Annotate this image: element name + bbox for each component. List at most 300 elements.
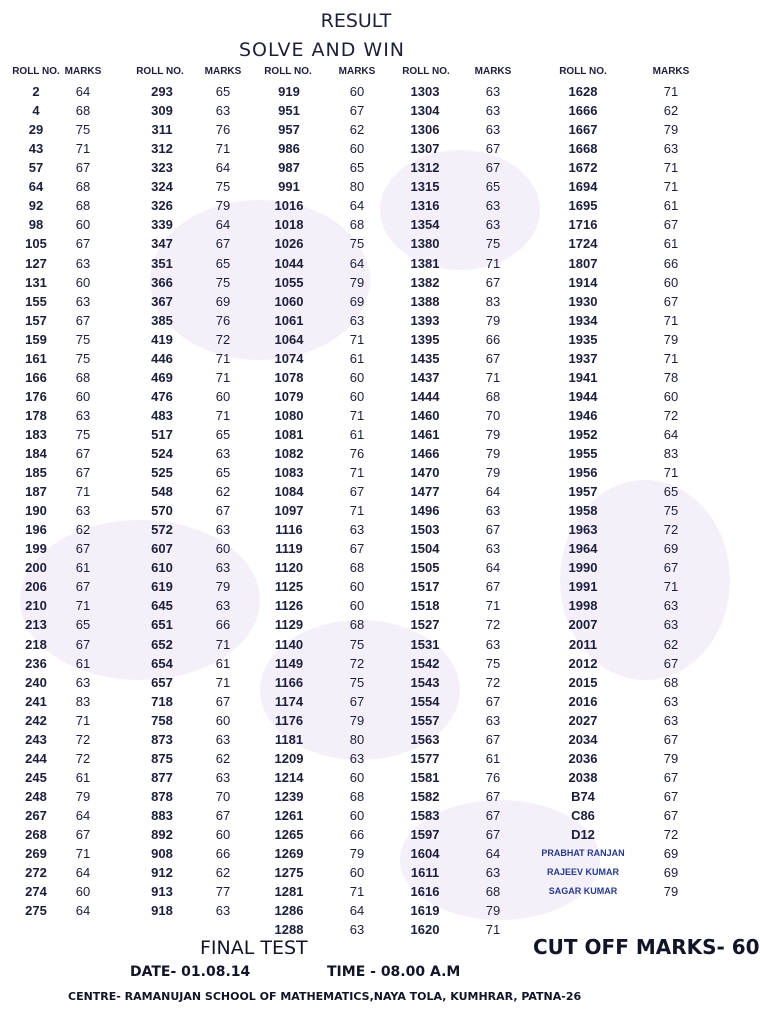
roll-number: 1964 [568,541,598,557]
marks-value: 67 [663,217,679,233]
marks-value: 68 [349,788,365,804]
roll-number: 1990 [568,560,598,576]
marks-value: 63 [663,617,679,633]
roll-number: 873 [151,731,173,747]
roll-number: 654 [151,655,173,671]
marks-value: 65 [663,484,679,500]
roll-number: 1382 [410,274,440,290]
marks-value: 60 [349,769,365,785]
marks-value: 79 [663,750,679,766]
roll-number: 64 [28,179,44,195]
roll-number: 877 [151,769,173,785]
header-roll-no: ROLL NO. [559,66,607,77]
marks-value: 70 [215,788,231,804]
marks-value: 68 [485,388,501,404]
roll-number: 657 [151,674,173,690]
roll-number: 1930 [568,293,598,309]
roll-number: 1957 [568,484,598,500]
roll-number: 1388 [410,293,440,309]
marks-value: 63 [75,407,91,423]
marks-value: 64 [349,198,365,214]
marks-value: 60 [349,579,365,595]
marks-value: 72 [215,331,231,347]
marks-value: 67 [215,236,231,252]
roll-number: 1466 [410,445,440,461]
roll-number: 1304 [410,103,440,119]
marks-value: 60 [349,598,365,614]
roll-number: 1435 [410,350,440,366]
marks-value: 71 [215,407,231,423]
roll-number: 2 [32,84,40,99]
roll-number: 187 [25,484,47,500]
marks-value: 66 [663,255,679,271]
roll-number: 1166 [274,674,304,690]
marks-value: 69 [349,293,365,309]
marks-value: 83 [485,293,501,309]
roll-number: 548 [151,484,173,500]
marks-value: 63 [663,693,679,709]
roll-number: 1557 [410,712,440,728]
marks-value: 67 [485,141,501,157]
marks-value: 63 [485,503,501,519]
roll-number: 1504 [410,541,440,557]
marks-value: 68 [349,217,365,233]
roll-number: 206 [25,579,47,595]
marks-value: 60 [349,388,365,404]
roll-number: 98 [28,217,44,233]
marks-value: 68 [75,369,91,385]
roll-number: 185 [25,465,47,480]
roll-number: 311 [151,122,173,138]
roll-number: 1181 [274,731,304,747]
marks-value: 61 [75,769,91,785]
roll-number: 1611 [410,865,440,881]
roll-number: 1952 [568,426,598,442]
roll-number: 1991 [568,579,598,595]
roll-number: 1518 [410,598,440,614]
roll-number: 1044 [274,255,304,271]
marks-value: 64 [75,865,91,881]
roll-number: 524 [151,445,173,461]
roll-number: 176 [25,388,47,404]
marks-value: 79 [663,122,679,138]
marks-value: 63 [75,255,91,271]
roll-number: 651 [151,617,173,633]
marks-value: 63 [349,312,365,328]
roll-number: 987 [278,160,300,176]
roll-number: 272 [25,865,47,881]
marks-value: 68 [663,674,679,690]
roll-number: 2015 [568,674,598,690]
marks-value: 68 [75,198,91,214]
roll-number: 951 [278,103,300,119]
roll-number: 1312 [410,160,440,176]
roll-number: 183 [25,426,47,442]
marks-value: 66 [215,846,231,861]
page-title: RESULT [320,10,392,32]
marks-value: 78 [663,369,679,385]
roll-number: 1668 [568,141,598,157]
marks-value: 79 [215,579,231,595]
marks-value: 63 [215,769,231,785]
marks-value: 67 [485,827,501,842]
marks-value: 67 [75,579,91,595]
marks-value: 71 [485,922,501,938]
roll-number: 1583 [410,807,440,823]
marks-value: 72 [75,731,91,747]
roll-number: 1597 [410,827,440,842]
marks-value: 62 [349,122,365,138]
marks-value: 79 [663,884,679,900]
roll-number: 1955 [568,445,598,461]
marks-value: 71 [663,350,679,366]
roll-number: 1563 [410,731,440,747]
roll-number: 1303 [410,84,440,99]
roll-number: 1944 [568,388,598,404]
marks-value: 71 [75,484,91,500]
marks-value: 64 [75,84,91,99]
marks-value: 60 [215,541,231,557]
roll-number: 875 [151,750,173,766]
roll-number: 1174 [274,693,304,709]
marks-value: 72 [485,617,501,633]
marks-value: 65 [215,84,231,99]
roll-number: 1119 [275,541,303,557]
marks-value: 67 [75,236,91,252]
marks-value: 67 [75,541,91,557]
roll-number: 1517 [410,579,440,595]
roll-number: 1060 [274,293,304,309]
roll-number: 2007 [568,617,598,633]
roll-number: 469 [151,369,173,385]
roll-number: 1672 [568,160,598,176]
roll-number: 1666 [568,103,598,119]
marks-value: 65 [75,617,91,633]
marks-value: 75 [663,503,679,519]
roll-number: 1437 [410,369,440,385]
roll-number: 2036 [568,750,598,766]
roll-number: 1628 [568,84,598,99]
marks-value: 67 [485,160,501,176]
roll-number: 268 [25,827,47,842]
roll-number: 476 [151,388,173,404]
roll-number: 57 [28,160,44,176]
marks-value: 67 [663,788,679,804]
marks-value: 67 [485,579,501,595]
marks-value: 62 [215,750,231,766]
roll-number: 1461 [410,426,440,442]
roll-number: D12 [571,827,595,842]
marks-value: 63 [215,445,231,461]
roll-number: 2012 [568,655,598,671]
marks-value: 75 [75,426,91,442]
roll-number: 758 [151,712,173,728]
roll-number: 913 [151,884,173,900]
marks-value: 70 [485,407,501,423]
roll-number: 1998 [568,598,598,614]
marks-value: 60 [349,807,365,823]
marks-value: 71 [663,579,679,595]
header-roll-no: ROLL NO. [264,66,312,77]
marks-value: 67 [75,312,91,328]
marks-value: 67 [485,807,501,823]
roll-number: 245 [25,769,47,785]
marks-value: 71 [349,331,365,347]
marks-value: 72 [75,750,91,766]
roll-number: 1064 [274,331,304,347]
marks-value: 65 [215,426,231,442]
marks-value: 68 [75,103,91,119]
marks-value: 63 [75,674,91,690]
marks-value: 71 [215,141,231,157]
roll-number: RAJEEV KUMAR [546,867,619,878]
roll-number: 178 [25,407,47,423]
marks-value: 62 [663,103,679,119]
roll-number: 572 [151,522,173,538]
marks-value: 61 [215,655,231,671]
roll-number: 1074 [274,350,304,366]
roll-number: 1018 [274,217,304,233]
marks-value: 69 [215,293,231,309]
marks-value: 79 [75,788,91,804]
marks-value: 75 [215,274,231,290]
marks-value: 65 [485,179,501,195]
roll-number: 1554 [410,693,440,709]
marks-value: 71 [349,884,365,900]
marks-value: 60 [75,274,91,290]
marks-value: 67 [215,693,231,709]
marks-value: 60 [215,712,231,728]
roll-number: 1963 [568,522,598,538]
marks-value: 67 [485,522,501,538]
marks-value: 68 [349,560,365,576]
roll-number: 1354 [410,217,440,233]
roll-number: 1505 [410,560,440,576]
marks-value: 79 [485,903,501,919]
marks-value: 61 [485,750,501,766]
marks-value: 67 [485,731,501,747]
header-marks: MARKS [64,66,102,77]
roll-number: 200 [25,560,47,576]
cut-off-marks: CUT OFF MARKS- 60 [533,935,760,959]
roll-number: 919 [278,84,300,99]
marks-value: 71 [215,636,231,652]
roll-number: 159 [25,331,47,347]
marks-value: 72 [663,407,679,423]
roll-number: 912 [151,865,173,881]
roll-number: 240 [25,674,47,690]
marks-value: 72 [663,522,679,538]
marks-value: 64 [663,426,679,442]
roll-number: 1239 [274,788,304,804]
roll-number: 351 [151,255,173,271]
marks-value: 61 [75,560,91,576]
roll-number: 1604 [410,846,440,861]
roll-number: 366 [151,274,173,290]
marks-value: 63 [215,598,231,614]
marks-value: 67 [75,160,91,176]
roll-number: 323 [151,160,173,176]
marks-value: 60 [349,141,365,157]
marks-value: 67 [75,465,91,480]
roll-number: 2034 [568,731,598,747]
roll-number: 309 [151,103,173,119]
marks-value: 67 [485,350,501,366]
marks-value: 60 [215,388,231,404]
roll-number: 1286 [274,903,304,919]
marks-value: 76 [215,312,231,328]
marks-value: 76 [349,445,365,461]
roll-number: 236 [25,655,47,671]
marks-value: 64 [485,560,501,576]
marks-value: 64 [75,807,91,823]
roll-number: 610 [151,560,173,576]
marks-value: 66 [349,827,365,842]
centre-address: CENTRE- RAMANUJAN SCHOOL OF MATHEMATICS,NAYA TOLA, KUMHRAR, PATNA-26 [68,990,582,1003]
marks-value: 63 [485,198,501,214]
roll-number: 127 [25,255,47,271]
roll-number: 213 [25,617,47,633]
marks-value: 75 [215,179,231,195]
marks-value: 67 [663,807,679,823]
marks-value: 67 [485,693,501,709]
marks-value: 63 [485,712,501,728]
roll-number: 1503 [410,522,440,538]
marks-value: 77 [215,884,231,900]
roll-number: 1937 [568,350,598,366]
marks-value: 72 [485,674,501,690]
marks-value: 79 [349,274,365,290]
marks-value: 63 [215,522,231,538]
roll-number: 2011 [568,636,598,652]
marks-value: 63 [485,217,501,233]
roll-number: 269 [25,846,47,861]
roll-number: 1281 [274,884,304,900]
marks-value: 76 [215,122,231,138]
roll-number: 367 [151,293,173,309]
roll-number: 248 [25,788,47,804]
roll-number: 1288 [274,922,304,938]
roll-number: 1080 [274,407,304,423]
marks-value: 71 [349,407,365,423]
marks-value: 61 [349,350,365,366]
roll-number: 243 [25,731,47,747]
marks-value: 61 [663,198,679,214]
marks-value: 71 [75,712,91,728]
marks-value: 67 [215,807,231,823]
marks-value: 64 [349,903,365,919]
roll-number: 1694 [568,179,598,195]
roll-number: 1941 [568,369,598,385]
roll-number: 1946 [568,407,598,423]
roll-number: 161 [25,350,47,366]
header-marks: MARKS [652,66,690,77]
roll-number: 1531 [410,636,440,652]
marks-value: 83 [663,445,679,461]
roll-number: 1078 [274,369,304,385]
roll-number: 242 [25,712,47,728]
roll-number: SAGAR KUMAR [548,886,618,897]
marks-value: 67 [663,769,679,785]
marks-value: 60 [663,274,679,290]
roll-number: 385 [151,312,173,328]
marks-value: 63 [663,141,679,157]
marks-value: 67 [75,636,91,652]
roll-number: 1470 [410,465,440,480]
roll-number: 1935 [568,331,598,347]
header-marks: MARKS [338,66,376,77]
final-test-label: FINAL TEST [200,937,308,959]
roll-number: 267 [25,807,47,823]
roll-number: 1315 [410,179,440,195]
roll-number: 1620 [410,922,440,938]
marks-value: 71 [663,312,679,328]
roll-number: 878 [151,788,173,804]
marks-value: 71 [349,465,365,480]
marks-value: 71 [75,846,91,861]
roll-number: 446 [151,350,173,366]
roll-number: 196 [25,522,47,538]
roll-number: 986 [278,141,300,157]
roll-number: 1695 [568,198,598,214]
header-marks: MARKS [204,66,242,77]
roll-number: 607 [151,541,173,557]
roll-number: 525 [151,465,173,480]
marks-value: 62 [663,636,679,652]
roll-number: 1126 [274,598,304,614]
marks-value: 75 [485,236,501,252]
roll-number: 324 [151,179,173,195]
marks-value: 65 [215,465,231,480]
roll-number: 1269 [274,846,304,861]
marks-value: 72 [663,827,679,842]
marks-value: 65 [349,160,365,176]
roll-number: 1149 [274,655,304,671]
marks-value: 76 [485,769,501,785]
marks-value: 79 [485,445,501,461]
marks-value: 60 [349,865,365,881]
roll-number: 1081 [274,426,304,442]
roll-number: 2038 [568,769,598,785]
marks-value: 71 [215,674,231,690]
marks-value: 67 [349,103,365,119]
roll-number: 1619 [410,903,440,919]
marks-value: 79 [349,846,365,861]
roll-number: 419 [151,331,173,347]
roll-number: 1120 [274,560,304,576]
roll-number: 957 [278,122,300,138]
roll-number: 293 [151,84,173,99]
roll-number: 892 [151,827,173,842]
roll-number: 1716 [568,217,598,233]
roll-number: 517 [151,426,173,442]
marks-value: 60 [349,369,365,385]
marks-value: 63 [485,84,501,99]
marks-value: 69 [663,846,679,861]
roll-number: 1444 [410,388,440,404]
marks-value: 61 [663,236,679,252]
roll-number: 1582 [410,788,440,804]
roll-number: 92 [28,198,44,214]
marks-value: 61 [349,426,365,442]
marks-value: 69 [663,865,679,881]
roll-number: 1275 [274,865,304,881]
marks-value: 67 [349,693,365,709]
roll-number: 1460 [410,407,440,423]
header-marks: MARKS [474,66,512,77]
roll-number: 908 [151,846,173,861]
marks-value: 67 [485,274,501,290]
